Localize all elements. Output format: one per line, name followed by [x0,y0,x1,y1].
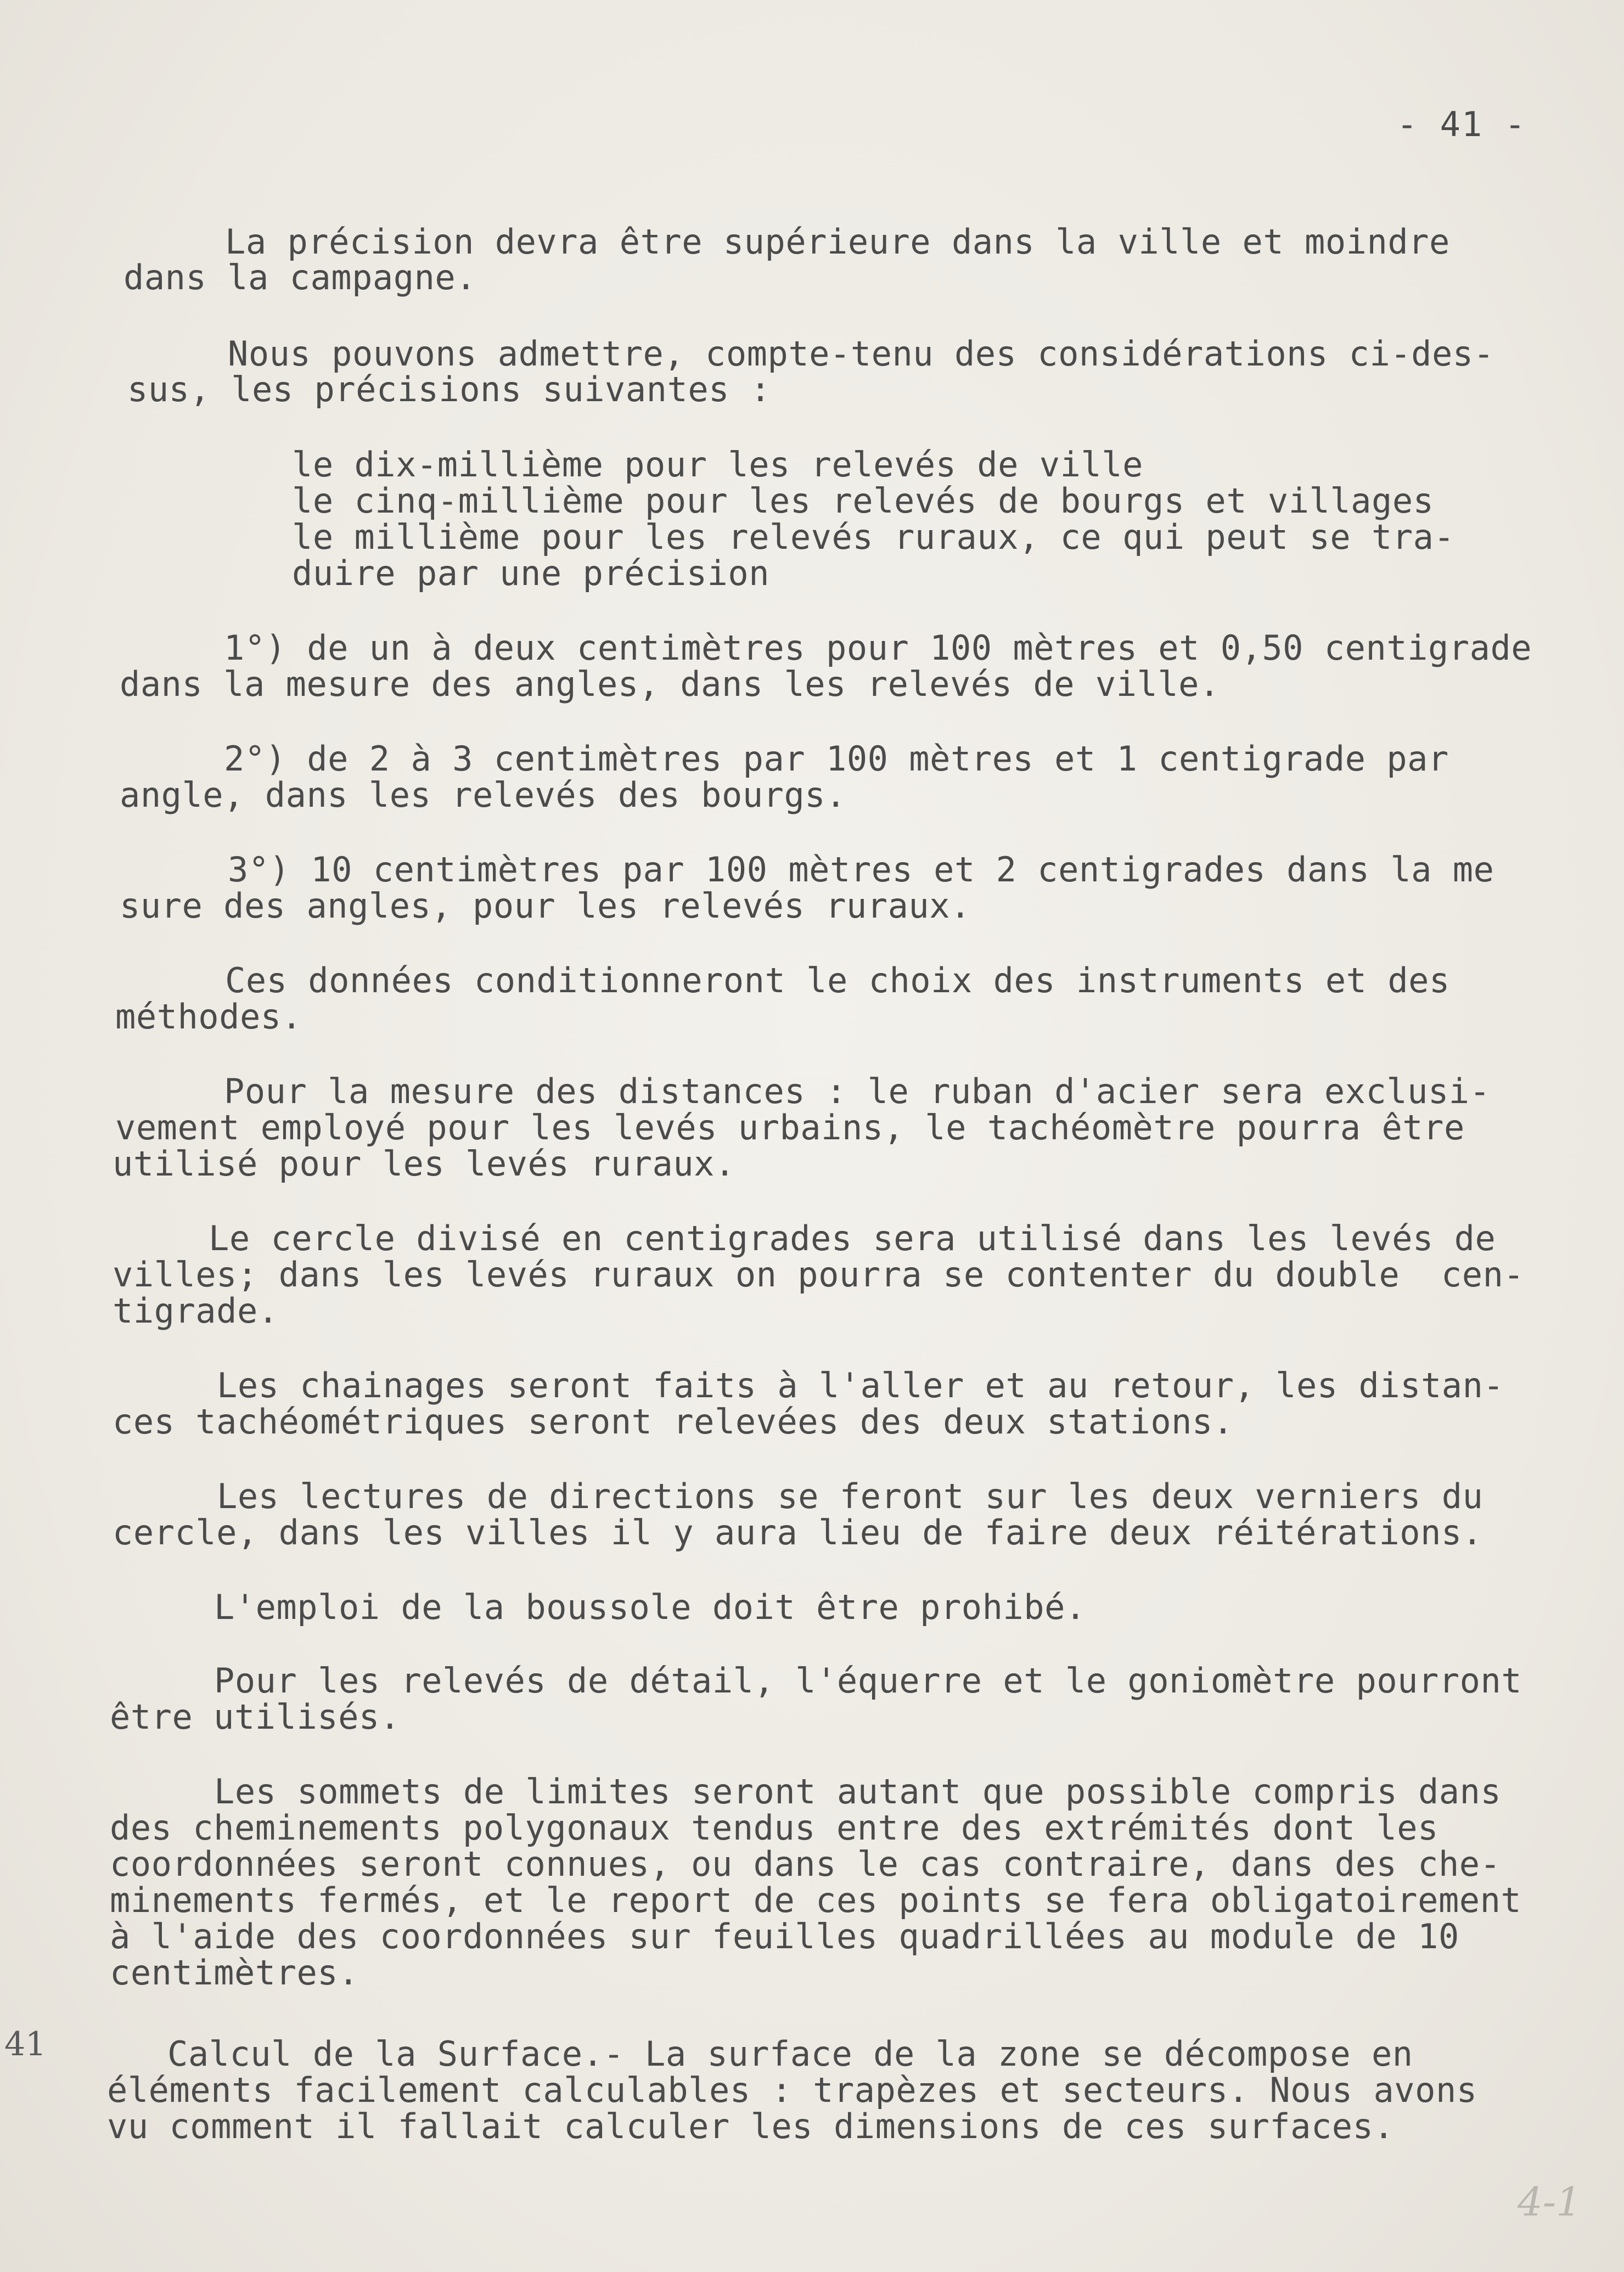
text-line: des cheminements polygonaux tendus entre des extrémités dont les [110,1808,1438,1848]
text-line: ces tachéométriques seront relevées des deux stations. [113,1402,1234,1442]
text-line: le millième pour les relevés ruraux, ce qui peut se tra- [292,517,1455,557]
text-line: L'emploi de la boussole doit être prohibé. [214,1587,1086,1627]
text-line: Le cercle divisé en centigrades sera utilisé dans les levés de [209,1218,1496,1258]
text-line: être utilisés. [110,1697,401,1737]
text-line: le dix-millième pour les relevés de ville [292,445,1143,485]
text-line: Ces données conditionneront le choix des instruments et des [225,960,1450,1000]
text-line: coordonnées seront connues, ou dans le cas contraire, dans des che- [110,1844,1501,1884]
text-line: La précision devra être supérieure dans la ville et moindre [225,222,1450,262]
text-line: Les sommets de limites seront autant que possible compris dans [214,1772,1502,1812]
text-line: cercle, dans les villes il y aura lieu de faire deux réitérations. [113,1512,1483,1553]
text-line: le cinq-millième pour les relevés de bourgs et villages [292,481,1434,521]
pencil-annotation: 4-1 [1518,2179,1581,2225]
text-line: dans la mesure des angles, dans les relevés de ville. [120,664,1220,704]
text-line: Calcul de la Surface.- La surface de la zone se décompose en [167,2034,1413,2074]
text-line: villes; dans les levés ruraux on pourra se contenter du double cen- [113,1255,1525,1295]
text-line: Pour la mesure des distances : le ruban d'acier sera exclusi- [224,1071,1491,1111]
text-line: dans la campagne. [123,257,477,297]
text-line: Les chainages seront faits à l'aller et au retour, les distan- [217,1365,1504,1405]
text-line: vement employé pour les levés urbains, le tachéomètre pourra être [115,1107,1465,1148]
text-line: Nous pouvons admettre, compte-tenu des considérations ci-des- [228,334,1494,374]
text-line: éléments facilement calculables : trapèzes et secteurs. Nous avons [107,2070,1477,2110]
text-line: sus, les précisions suivantes : [127,369,771,409]
text-line: Les lectures de directions se feront sur les deux verniers du [217,1476,1483,1516]
text-line: 1°) de un à deux centimètres pour 100 mètres et 0,50 centigrade [224,628,1532,668]
text-line: méthodes. [115,997,302,1037]
text-line: 2°) de 2 à 3 centimètres par 100 mètres et 1 centigrade par [224,739,1449,779]
text-line: vu comment il fallait calculer les dimensions de ces surfaces. [107,2106,1395,2146]
text-line: à l'aide des coordonnées sur feuilles quadrillées au module de 10 [110,1916,1459,1956]
text-line: sure des angles, pour les relevés ruraux. [120,886,971,926]
text-line: centimètres. [110,1953,359,1993]
text-line: Pour les relevés de détail, l'équerre et le goniomètre pourront [214,1661,1522,1701]
text-line: 3°) 10 centimètres par 100 mètres et 2 centigrades dans la me [228,850,1494,890]
margin-number: 41 [4,2025,47,2063]
text-line: tigrade. [113,1291,279,1331]
page-number: - 41 - [1397,104,1526,144]
text-line: minements fermés, et le report de ces points se fera obligatoirement [110,1880,1522,1920]
text-line: angle, dans les relevés des bourgs. [120,775,846,815]
text-line: duire par une précision [292,553,770,593]
text-line: utilisé pour les levés ruraux. [113,1144,735,1184]
